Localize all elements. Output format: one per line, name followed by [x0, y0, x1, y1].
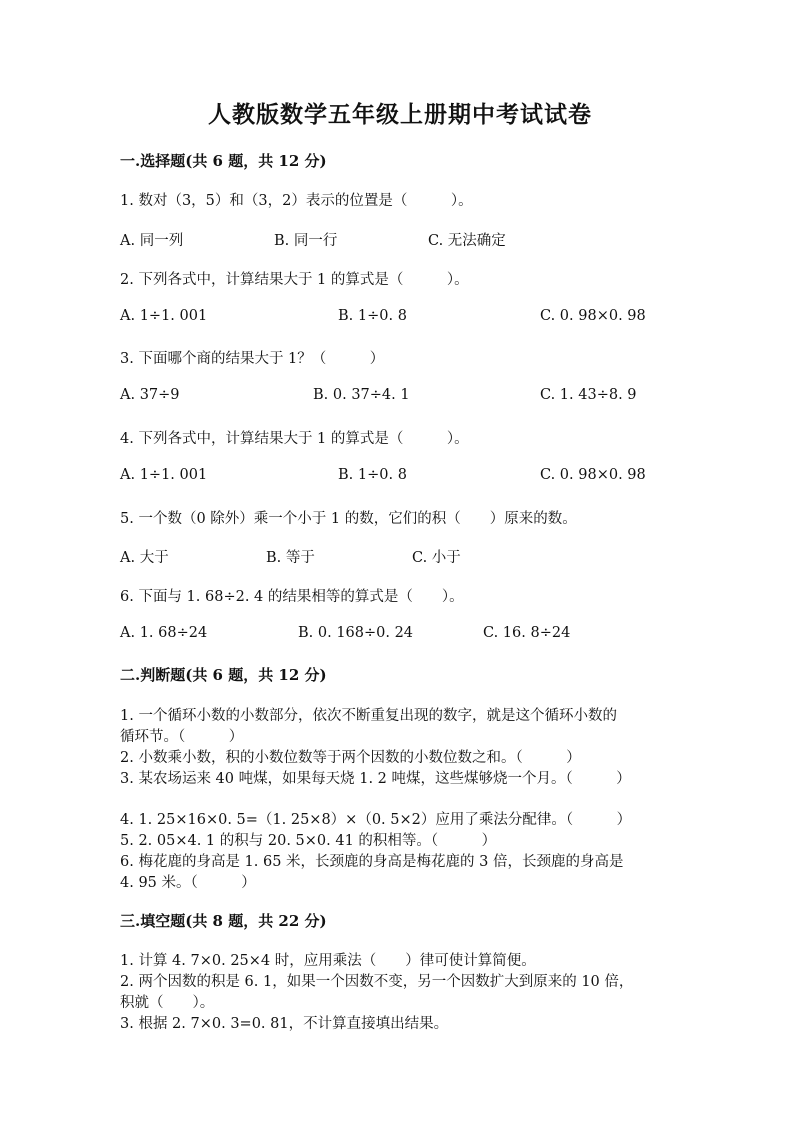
question-stem: 2. 下列各式中，计算结果大于 1 的算式是（ ）。 — [120, 272, 469, 288]
option-a: A. 大于 — [120, 550, 169, 566]
section-heading-fill-blank: 三.填空题(共 8 题，共 22 分) — [120, 912, 327, 930]
option-a: A. 37÷9 — [120, 387, 180, 403]
judgement-line: 循环节。（ ） — [120, 729, 244, 745]
option-a: A. 1÷1. 001 — [120, 308, 208, 324]
section-heading-choice: 一.选择题(共 6 题，共 12 分) — [120, 152, 327, 170]
question-stem: 6. 下面与 1. 68÷2. 4 的结果相等的算式是（ ）。 — [120, 589, 464, 605]
page-title: 人教版数学五年级上册期中考试试卷 — [208, 101, 592, 128]
option-c: C. 小于 — [412, 550, 461, 566]
judgement-line: 2. 小数乘小数，积的小数位数等于两个因数的小数位数之和。（ ） — [120, 750, 581, 766]
option-a: A. 1. 68÷24 — [120, 625, 208, 641]
judgement-line: 5. 2. 05×4. 1 的积与 20. 5×0. 41 的积相等。（ ） — [120, 833, 497, 849]
judgement-line: 1. 一个循环小数的小数部分，依次不断重复出现的数字，就是这个循环小数的 — [120, 708, 617, 724]
fill-blank-line: 1. 计算 4. 7×0. 25×4 时，应用乘法（ ）律可使计算简便。 — [120, 953, 536, 969]
option-b: B. 同一行 — [274, 233, 338, 249]
option-c: C. 0. 98×0. 98 — [540, 467, 646, 483]
option-c: C. 无法确定 — [428, 233, 506, 249]
section-heading-judgement: 二.判断题(共 6 题，共 12 分) — [120, 666, 327, 684]
question-stem: 1. 数对（3，5）和（3，2）表示的位置是（ ）。 — [120, 193, 473, 209]
question-stem: 4. 下列各式中，计算结果大于 1 的算式是（ ）。 — [120, 431, 469, 447]
option-a: A. 同一列 — [120, 233, 184, 249]
fill-blank-line: 3. 根据 2. 7×0. 3=0. 81，不计算直接填出结果。 — [120, 1016, 449, 1032]
option-c: C. 1. 43÷8. 9 — [540, 387, 637, 403]
judgement-line: 3. 某农场运来 40 吨煤，如果每天烧 1. 2 吨煤，这些煤够烧一个月。（ ） — [120, 771, 631, 787]
option-b: B. 0. 37÷4. 1 — [313, 387, 410, 403]
option-b: B. 1÷0. 8 — [338, 467, 407, 483]
option-c: C. 16. 8÷24 — [483, 625, 571, 641]
option-c: C. 0. 98×0. 98 — [540, 308, 646, 324]
question-stem: 5. 一个数（0 除外）乘一个小于 1 的数，它们的积（ ）原来的数。 — [120, 511, 577, 527]
question-stem: 3. 下面哪个商的结果大于 1？（ ） — [120, 351, 385, 367]
option-b: B. 0. 168÷0. 24 — [298, 625, 414, 641]
judgement-line: 4. 95 米。（ ） — [120, 875, 256, 891]
option-a: A. 1÷1. 001 — [120, 467, 208, 483]
judgement-line: 6. 梅花鹿的身高是 1. 65 米，长颈鹿的身高是梅花鹿的 3 倍，长颈鹿的身高是 — [120, 854, 624, 870]
fill-blank-line: 2. 两个因数的积是 6. 1，如果一个因数不变，另一个因数扩大到原来的 10 倍， — [120, 974, 634, 990]
option-b: B. 等于 — [266, 550, 315, 566]
judgement-line: 4. 1. 25×16×0. 5=（1. 25×8）×（0. 5×2）应用了乘法分配律。（ ） — [120, 812, 632, 828]
option-b: B. 1÷0. 8 — [338, 308, 407, 324]
fill-blank-line: 积就（ ）。 — [120, 995, 215, 1011]
